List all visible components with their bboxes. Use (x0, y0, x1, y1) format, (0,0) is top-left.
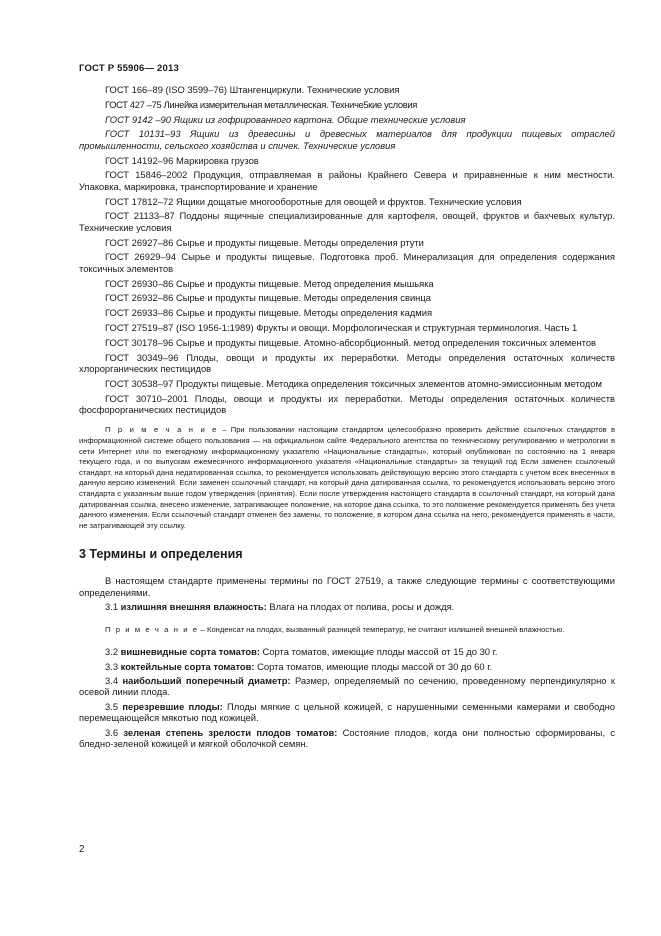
reference-item: ГОСТ 17812–72 Ящики дощатые многооборотные для овощей и фруктов. Технические условия (105, 195, 522, 207)
terms-list (79, 646, 615, 749)
reference-item: ГОСТ 30349–96 Плоды, овощи и продукты их переработки. Методы определения остаточных количеств хлорорганических пестицидов (79, 351, 615, 374)
term-definition: Сорта томатов, имеющие плоды массой от 15 до 30 г. (259, 646, 498, 658)
reference-item: ГОСТ 26929–94 Сырье и продукты пищевые. Подготовка проб. Минерализация для определения содержания токсичных элементов (79, 251, 615, 274)
note-label: П р и м е ч а н и е (105, 425, 218, 435)
section-intro: В настоящем стандарте применены термины по ГОСТ 27519, а также следующие термины с соответствующими определениями. (79, 575, 615, 598)
reference-item: ГОСТ 30538–97 Продукты пищевые. Методика определения токсичных элементов атомно-эмиссионным методом (105, 377, 602, 389)
term-definition: Влага на плодах от полива, росы и дождя. (266, 601, 455, 613)
reference-item: ГОСТ 26930–86 Сырье и продукты пищевые. Метод определения мышьяка (105, 277, 434, 289)
term-name: вишневидные сорта томатов: (120, 646, 260, 658)
term-definition: Плоды мягкие с цельной кожицей, с нарушенными семенными камерами и свободно перемещающейся мякотью под кожицей. (79, 700, 615, 724)
term-name: наибольший поперечный диаметр: (122, 674, 291, 686)
note-text: – Конденсат на плодах, вызванный разницей температур, не считают излишней внешней влажностью. (198, 624, 565, 634)
term-name: коктейльные сорта томатов: (120, 660, 255, 672)
term-number: 3.4 (105, 674, 123, 686)
reference-item: ГОСТ 10131–93 Ящики из древесины и древесных материалов для продукции пищевых отраслей промышленности, сельского хозяйства и спичек. Технические условия (79, 128, 615, 151)
term-entry (79, 675, 615, 698)
reference-item: ГОСТ 30178–96 Сырье и продукты пищевые. Атомно-абсорбционный. метод определения токсичных элементов (105, 336, 597, 348)
normative-references-list (79, 84, 615, 415)
term-number: 3.3 (105, 660, 121, 672)
page-content (79, 84, 615, 749)
term-definition: Сорта томатов, имеющие плоды массой от 30 до 60 г. (254, 660, 493, 672)
reference-item: ГОСТ 427 –75 Линейка измерительная металлическая. Техниче5кие условия (105, 98, 417, 110)
term-number: 3.1 (105, 601, 121, 613)
reference-item: ГОСТ 21133–87 Поддоны ящичные специализированные для картофеля, овощей, фруктов и бахчевых культур. Технические условия (79, 210, 615, 233)
note-label: П р и м е ч а н и е (105, 624, 199, 634)
reference-item: ГОСТ 14192–96 Маркировка грузов (105, 154, 259, 166)
term-entry (79, 601, 615, 612)
term-entry (79, 646, 615, 657)
reference-item: ГОСТ 26933–86 Сырье и продукты пищевые. Методы определения кадмия (105, 307, 433, 319)
term-definition: Размер, определяемый по сечению, проведенному перпендикулярно к осевой линии плода. (79, 674, 616, 698)
term-definition: Состояние плодов, когда они полностью сформированы, с бледно-зеленой кожицей и мягкой оболочкой семян. (79, 726, 616, 749)
term-entry (79, 701, 615, 724)
term-name: перезревшие плоды: (122, 700, 223, 712)
term-number: 3.2 (105, 646, 121, 658)
term-number: 3.5 (105, 700, 123, 712)
page-number: 2 (79, 844, 85, 855)
term-name: зеленая степень зрелости плодов томатов: (123, 726, 338, 738)
term-entry (79, 661, 615, 672)
note-text: – При пользовании настоящим стандартом целесообразно проверить действие ссылочных стандартов в информационной системе общего пользования — на официальном сайте Федерального агентства по техническому регулированию и метрологии в сети Интернет или по ежегодному информационному указателю «Национальные стандарты», который опубликован по состоянию на 1 января текущего года, и по выпускам ежемесячного информационного указателя «Национальные стандарты» за текущий год Если заменен ссылочный стандарт, на который дана недатированная ссылка, то рекомендуется использовать действующую версию этого стандарта с учетом всех внесенных в данную версию изменений. Если заменен ссылочный стандарт, на который дана датированная ссылка, то рекомендуется использовать версию этого стандарта с указанным выше годом утверждения (принятия). Если после утверждения настоящего стандарта в ссылочный стандарт, на который дана датированная ссылка, внесено изменение, затрагивающее положение, на которое дана ссылка, то это положение рекомендуется применять без учета данного изменения. Если ссылочный стандарт отменен без замены, то положение, в котором дана ссылка на него, рекомендуется применять в части, не затрагивающей эту ссылку. (79, 425, 616, 530)
reference-item: ГОСТ 26927–86 Сырье и продукты пищевые. Методы определения ртути (105, 236, 424, 248)
section-heading: 3 Термины и определения (79, 547, 243, 562)
term-note (79, 625, 615, 636)
reference-item: ГОСТ 15846–2002 Продукция, отправляемая в районы Крайнего Севера и приравненные к ним местности. Упаковка, маркировка, транспортирование и хранение (79, 169, 615, 192)
page-header: ГОСТ Р 55906— 2013 (79, 63, 179, 74)
reference-item: ГОСТ 30710–2001 Плоды, овощи и продукты их переработки. Методы определения остаточных количеств фосфорорганических пестицидов (79, 392, 615, 415)
references-note (79, 425, 615, 531)
reference-item: ГОСТ 166–89 (ISO 3599–76) Штангенциркули. Технические условия (105, 84, 400, 95)
term-entry (79, 727, 615, 750)
term-number: 3.6 (105, 726, 124, 738)
reference-item: ГОСТ 9142 –90 Ящики из гофрированного картона. Общие технические условия (105, 113, 466, 125)
reference-item: ГОСТ 26932–86 Сырье и продукты пищевые. Методы определения свинца (105, 292, 431, 304)
reference-item: ГОСТ 27519–87 (ISO 1956-1:1989) Фрукты и овощи. Морфологическая и структурная терминология. Часть 1 (105, 321, 578, 333)
term-name: излишняя внешняя влажность: (120, 601, 267, 613)
